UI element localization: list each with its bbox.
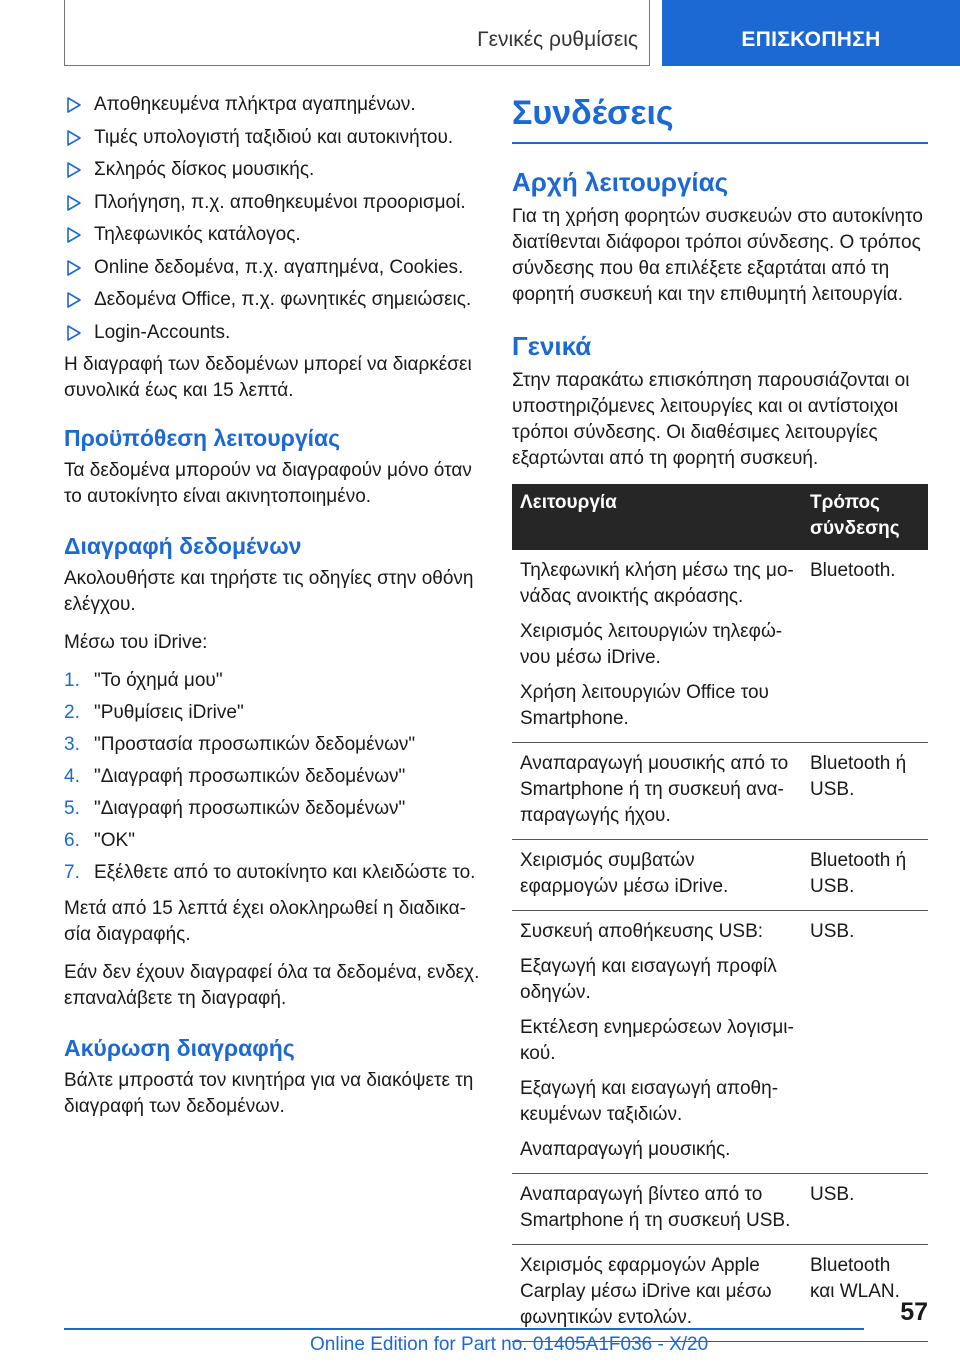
page-number: 57	[900, 1298, 928, 1326]
table-row	[512, 911, 928, 1174]
data-category-list	[64, 92, 484, 346]
function-text: Αναπαραγωγή μουσικής.	[520, 1139, 731, 1160]
table-row	[512, 1245, 928, 1342]
triangle-right-icon	[66, 258, 82, 278]
triangle-right-icon	[66, 95, 82, 115]
triangle-right-icon	[66, 225, 82, 245]
step-text: "Προστασία προσωπικών δεδομένων"	[94, 734, 416, 755]
step-item	[64, 732, 484, 758]
function-text: Χειρισμός λειτουργιών τηλεφώνου μέσω iDrive.	[520, 621, 783, 668]
list-item	[64, 190, 484, 216]
triangle-right-icon	[66, 323, 82, 343]
list-item-text: Πλοήγηση, π.χ. αποθηκευμένοι προορισμοί.	[94, 191, 466, 213]
delete-data-heading: Διαγραφή δεδομένων	[64, 533, 302, 559]
table-row	[512, 550, 928, 743]
step-item	[64, 668, 484, 694]
connection-mode-cell: USB.	[802, 1174, 928, 1245]
list-item	[64, 320, 484, 346]
prerequisite-heading: Προϋπόθεση λειτουργίας	[64, 425, 341, 451]
table-header-row	[512, 484, 928, 550]
step-number: 7.	[64, 862, 80, 883]
step-item	[64, 828, 484, 854]
cancel-heading: Ακύρωση διαγραφής	[64, 1035, 295, 1061]
function-text: Εξαγωγή και εισαγωγή αποθηκευμένων ταξιδιών.	[520, 1078, 779, 1125]
step-number: 3.	[64, 734, 80, 755]
idrive-intro: Μέσω του iDrive:	[64, 632, 208, 653]
edition-text: Online Edition for Part no. 01405A1F036 - X/20	[310, 1334, 709, 1355]
function-text: Χειρισμός συμβατών εφαρμογών μέσω iDrive.	[520, 850, 729, 897]
connection-mode-cell: Bluetooth ή USB.	[802, 743, 928, 840]
function-cell	[512, 1174, 802, 1245]
overview-tab[interactable]: ΕΠΙΣΚΟΠΗΣΗ	[662, 0, 960, 66]
list-item	[64, 157, 484, 183]
list-item-text: Δεδομένα Office, π.χ. φωνητικές σημειώσεις.	[94, 289, 472, 310]
step-item	[64, 796, 484, 822]
function-text: Συσκευή αποθήκευσης USB:	[520, 921, 764, 942]
retry-text: Εάν δεν έχουν διαγραφεί όλα τα δεδομένα, ενδεχ. επαναλάβετε τη διαγραφή.	[64, 962, 480, 1009]
table-row	[512, 840, 928, 911]
list-item	[64, 92, 484, 118]
function-text: Χειρισμός εφαρμογών Apple Carplay μέσω iDrive και μέσω φωνητικών εντολών.	[520, 1255, 772, 1328]
section-title: Γενικές ρυθμίσεις	[477, 28, 638, 51]
prerequisite-text: Τα δεδομένα μπορούν να διαγραφούν μόνο όταν το αυτοκίνητο είναι ακινητοποιημένο.	[64, 460, 472, 507]
step-text: "Ρυθμίσεις iDrive"	[94, 702, 244, 723]
triangle-right-icon	[66, 160, 82, 180]
list-item-text: Σκληρός δίσκος μουσικής.	[94, 159, 315, 180]
list-item	[64, 287, 484, 313]
connections-table	[512, 484, 928, 1342]
table-row	[512, 743, 928, 840]
function-cell	[512, 1245, 802, 1342]
deletion-duration-text: Η διαγραφή των δεδομένων μπορεί να διαρκέσει συνολικά έως και 15 λεπτά.	[64, 354, 472, 401]
function-text: Εκτέλεση ενημερώσεων λογισμικού.	[520, 1017, 794, 1064]
deletion-steps	[64, 668, 484, 886]
function-text: Εξαγωγή και εισαγωγή προφίλ οδηγών.	[520, 956, 777, 1003]
footer-divider	[64, 1328, 864, 1330]
connection-mode-cell: Bluetooth και WLAN.	[802, 1245, 928, 1342]
connections-title: Συνδέσεις	[512, 92, 928, 144]
function-cell	[512, 840, 802, 911]
table-row	[512, 1174, 928, 1245]
list-item-text: Τιμές υπολογιστή ταξιδιού και αυτοκινήτου.	[94, 126, 454, 148]
function-cell	[512, 911, 802, 1174]
connection-mode-cell: Bluetooth ή USB.	[802, 840, 928, 911]
function-text: Αναπαραγωγή βίντεο από το Smartphone ή τη συσκευή USB.	[520, 1184, 791, 1231]
connection-mode-cell: USB.	[802, 911, 928, 1174]
triangle-right-icon	[66, 128, 82, 148]
general-heading: Γενικά	[512, 331, 592, 361]
triangle-right-icon	[66, 290, 82, 310]
step-item	[64, 764, 484, 790]
step-number: 6.	[64, 830, 80, 851]
header-connection-mode: Τρόπος σύνδεσης	[802, 484, 928, 550]
list-item-text: Τηλεφωνικός κατάλογος.	[94, 224, 301, 245]
step-text: "OK"	[94, 830, 135, 851]
list-item-text: Online δεδομένα, π.χ. αγαπημένα, Cookies.	[94, 256, 464, 278]
right-column	[512, 92, 928, 1342]
list-item	[64, 125, 484, 151]
step-item	[64, 860, 484, 886]
step-text: "Διαγραφή προσωπικών δεδομένων"	[94, 798, 406, 819]
completion-text: Μετά από 15 λεπτά έχει ολοκληρωθεί η διαδικασία διαγραφής.	[64, 898, 466, 945]
triangle-right-icon	[66, 193, 82, 213]
step-number: 2.	[64, 702, 80, 723]
list-item	[64, 222, 484, 248]
step-number: 5.	[64, 798, 80, 819]
list-item	[64, 255, 484, 281]
function-text: Τηλεφωνική κλήση μέσω της μονάδας ανοικτής ακρόασης.	[520, 560, 794, 607]
delete-data-text: Ακολουθήστε και τηρήστε τις οδηγίες στην οθόνη ελέγχου.	[64, 568, 474, 615]
step-number: 1.	[64, 670, 80, 691]
step-text: "Διαγραφή προσωπικών δεδομένων"	[94, 766, 406, 787]
list-item-text: Login-Accounts.	[94, 321, 231, 343]
step-text: Εξέλθετε από το αυτοκίνητο και κλειδώστε το.	[94, 862, 476, 883]
general-text: Στην παρακάτω επισκόπηση παρουσιάζονται οι υποστηριζόμενες λειτουργίες και οι αντίστοιχοι τρόποι σύνδεσης. Οι διαθέσιμες λειτουργίες εξαρτώνται από τη φορητή συσκευή.	[512, 370, 910, 469]
list-item-text: Αποθηκευμένα πλήκτρα αγαπημένων.	[94, 94, 416, 115]
connection-mode-cell: Bluetooth.	[802, 550, 928, 743]
header-function: Λειτουργία	[512, 484, 802, 550]
principle-heading: Αρχή λειτουργίας	[512, 167, 729, 197]
function-cell	[512, 743, 802, 840]
function-text: Χρήση λειτουργιών Office του Smartphone.	[520, 682, 769, 729]
step-item	[64, 700, 484, 726]
function-text: Αναπαραγωγή μουσικής από το Smartphone ή τη συσκευή αναπαραγωγής ήχου.	[520, 753, 789, 826]
left-column	[64, 92, 484, 1132]
step-text: "Το όχημά μου"	[94, 670, 223, 691]
principle-text: Για τη χρήση φορητών συσκευών στο αυτοκίνητο διατίθενται διάφοροι τρόποι σύνδεσης. Ο τρόπος σύνδεσης που θα επιλέξετε εξαρτάται από τη φορητή συσκευή και την επιθυμητή λειτουργία.	[512, 206, 923, 305]
cancel-text: Βάλτε μπροστά τον κινητήρα για να διακόψετε τη διαγραφή των δεδομένων.	[64, 1070, 474, 1117]
function-cell	[512, 550, 802, 743]
step-number: 4.	[64, 766, 80, 787]
